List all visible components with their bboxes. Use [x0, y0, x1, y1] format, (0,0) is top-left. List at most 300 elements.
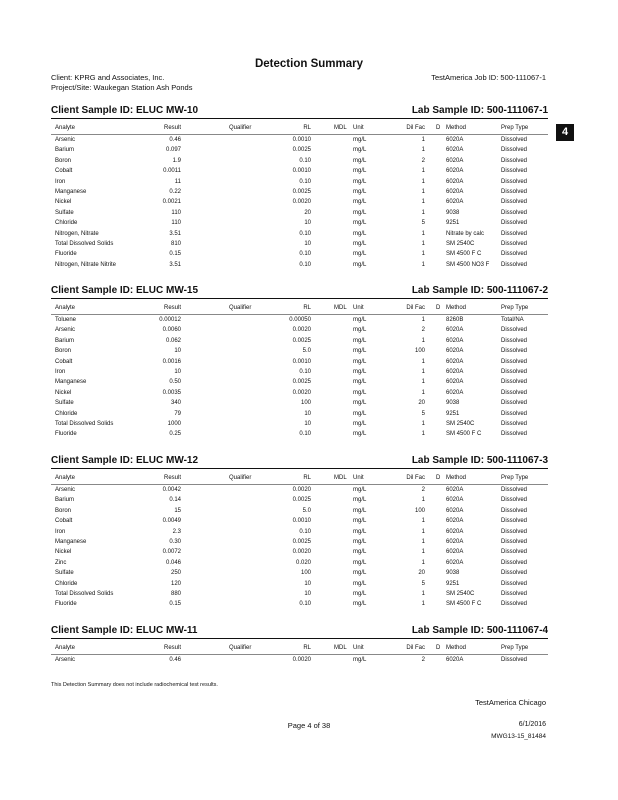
table-row	[51, 166, 548, 176]
cell-dil-fac: 1	[421, 421, 425, 427]
cell-dil-fac: 1	[421, 168, 425, 175]
cell-dil-fac: 1	[421, 178, 425, 185]
column-header-rl: RL	[303, 125, 311, 131]
cell-result: 1000	[167, 421, 181, 427]
cell-unit: mg/L	[353, 348, 367, 355]
cell-prep-type: Dissolved	[501, 570, 528, 577]
table-row	[51, 589, 548, 599]
cell-method: SM 4500 F C	[446, 601, 482, 608]
cell-rl: 0.0025	[292, 539, 311, 545]
column-header-method: Method	[446, 125, 467, 131]
column-header-analyte: Analyte	[55, 305, 76, 311]
cell-prep-type: Dissolved	[501, 168, 528, 175]
column-header-rl: RL	[303, 305, 311, 311]
cell-prep-type: Dissolved	[501, 178, 528, 185]
cell-analyte: Chloride	[55, 580, 78, 587]
cell-method: 9251	[446, 220, 460, 227]
column-header-d: D	[436, 305, 441, 311]
cell-rl: 0.0010	[292, 358, 311, 365]
table-row	[51, 558, 548, 568]
cell-method: SM 4500 F C	[446, 251, 482, 258]
cell-rl: 0.0010	[292, 518, 311, 525]
cell-analyte: Nickel	[55, 389, 72, 396]
column-header-mdl: MDL	[334, 125, 347, 131]
cell-method: 6020A	[446, 528, 464, 535]
column-header-rl: RL	[303, 645, 311, 651]
report-date: 6/1/2016	[518, 721, 546, 728]
cell-analyte: Total Dissolved Solids	[55, 591, 114, 597]
table-row	[51, 156, 548, 166]
cell-method: 8260B	[446, 317, 464, 323]
cell-result: 110	[171, 209, 181, 216]
cell-result: 0.0016	[162, 358, 181, 365]
cell-unit: mg/L	[353, 497, 367, 504]
cell-rl: 10	[304, 241, 311, 247]
table-row	[51, 568, 548, 578]
cell-analyte: Manganese	[55, 189, 87, 195]
cell-method: 9251	[446, 410, 460, 417]
client-sample-id: Client Sample ID: ELUC MW-12	[51, 455, 199, 466]
cell-dil-fac: 2	[421, 327, 425, 334]
cell-rl: 100	[300, 400, 311, 407]
cell-result: 810	[170, 241, 181, 247]
cell-result: 3.51	[169, 230, 181, 237]
footnote: This Detection Summary does not include radiochemical test results.	[51, 682, 218, 688]
column-header-unit: Unit	[353, 475, 364, 481]
cell-rl: 0.10	[299, 601, 311, 608]
cell-unit: mg/L	[353, 189, 367, 195]
table-row	[51, 229, 548, 239]
column-header-dil-fac: Dil Fac	[406, 475, 425, 481]
cell-prep-type: Dissolved	[501, 580, 528, 587]
cell-dil-fac: 1	[421, 379, 425, 386]
cell-unit: mg/L	[353, 400, 367, 407]
cell-prep-type: Dissolved	[501, 528, 528, 535]
column-header-method: Method	[446, 475, 467, 481]
column-header-analyte: Analyte	[55, 475, 76, 481]
lab-name: TestAmerica Chicago	[475, 698, 546, 707]
cell-rl: 0.10	[299, 157, 311, 164]
column-header-result: Result	[163, 125, 181, 131]
cell-prep-type: Dissolved	[501, 261, 528, 268]
cell-analyte: Iron	[55, 178, 66, 185]
cell-prep-type: Dissolved	[501, 230, 528, 237]
cell-prep-type: Dissolved	[501, 421, 528, 427]
cell-prep-type: Dissolved	[501, 400, 528, 407]
cell-prep-type: Dissolved	[501, 358, 528, 365]
column-header-rl: RL	[303, 475, 311, 481]
cell-analyte: Nickel	[55, 549, 72, 556]
cell-rl: 0.0020	[292, 549, 311, 556]
cell-rl: 5.0	[302, 507, 311, 514]
cell-result: 110	[171, 220, 181, 227]
column-header-row	[51, 125, 548, 135]
column-header-qualifier: Qualifier	[229, 125, 252, 131]
cell-dil-fac: 1	[421, 497, 425, 504]
cell-analyte: Boron	[55, 507, 72, 514]
document-code: MWG13-15_81484	[491, 733, 546, 740]
cell-unit: mg/L	[353, 337, 367, 344]
cell-result: 340	[170, 400, 181, 407]
column-header-dil-fac: Dil Fac	[406, 305, 425, 311]
sample-section-header	[51, 455, 548, 469]
table-row	[51, 409, 548, 419]
cell-result: 0.062	[165, 337, 181, 344]
cell-prep-type: Dissolved	[501, 220, 528, 227]
cell-dil-fac: 1	[421, 601, 425, 608]
cell-prep-type: Dissolved	[501, 379, 528, 386]
section-tab-marker: 4	[556, 124, 574, 141]
column-header-dil-fac: Dil Fac	[406, 125, 425, 131]
cell-result: 0.15	[169, 251, 181, 258]
cell-dil-fac: 1	[421, 549, 425, 556]
table-row	[51, 388, 548, 398]
job-id: TestAmerica Job ID: 500-111067-1	[431, 73, 546, 82]
cell-dil-fac: 20	[418, 570, 425, 577]
table-row	[51, 218, 548, 228]
cell-analyte: Cobalt	[55, 358, 73, 365]
cell-unit: mg/L	[353, 358, 367, 365]
cell-dil-fac: 1	[421, 209, 425, 216]
cell-unit: mg/L	[353, 559, 367, 566]
cell-analyte: Arsenic	[55, 137, 76, 143]
cell-dil-fac: 2	[421, 487, 425, 493]
column-header-analyte: Analyte	[55, 125, 76, 131]
cell-analyte: Nickel	[55, 199, 72, 206]
page-title: Detection Summary	[254, 58, 363, 70]
cell-method: 6020A	[446, 507, 464, 514]
cell-method: 6020A	[446, 137, 464, 143]
column-header-qualifier: Qualifier	[229, 645, 252, 651]
cell-unit: mg/L	[353, 410, 367, 417]
cell-unit: mg/L	[353, 241, 367, 247]
cell-method: 9038	[446, 400, 460, 407]
cell-method: 6020A	[446, 337, 464, 344]
cell-method: 6020A	[446, 379, 464, 386]
cell-result: 0.46	[169, 657, 181, 663]
cell-prep-type: Dissolved	[501, 657, 528, 663]
cell-analyte: Chloride	[55, 410, 78, 417]
table-row	[51, 357, 548, 367]
cell-rl: 0.020	[295, 559, 311, 566]
cell-dil-fac: 1	[421, 369, 425, 375]
cell-unit: mg/L	[353, 379, 367, 386]
column-header-unit: Unit	[353, 305, 364, 311]
cell-dil-fac: 100	[414, 507, 425, 514]
client-sample-id: Client Sample ID: ELUC MW-11	[51, 625, 198, 636]
cell-unit: mg/L	[353, 549, 367, 556]
cell-method: Nitrate by calc	[446, 230, 485, 237]
cell-unit: mg/L	[353, 230, 367, 237]
cell-rl: 0.0020	[292, 199, 311, 206]
cell-analyte: Iron	[55, 369, 66, 375]
table-row	[51, 537, 548, 547]
column-header-prep-type: Prep Type	[501, 475, 529, 481]
table-row	[51, 177, 548, 187]
cell-result: 1.9	[172, 157, 181, 164]
cell-unit: mg/L	[353, 570, 367, 577]
cell-prep-type: Dissolved	[501, 487, 528, 493]
cell-result: 0.30	[169, 539, 181, 545]
lab-sample-id: Lab Sample ID: 500-111067-4	[411, 625, 548, 636]
table-row	[51, 260, 548, 270]
cell-unit: mg/L	[353, 178, 367, 185]
cell-method: 9038	[446, 570, 460, 577]
table-row	[51, 336, 548, 346]
cell-analyte: Fluoride	[55, 601, 77, 608]
cell-dil-fac: 1	[421, 358, 425, 365]
cell-analyte: Cobalt	[55, 518, 73, 525]
cell-analyte: Fluoride	[55, 431, 77, 438]
cell-analyte: Arsenic	[55, 487, 76, 493]
cell-method: 6020A	[446, 518, 464, 525]
column-header-unit: Unit	[353, 125, 364, 131]
cell-method: 6020A	[446, 358, 464, 365]
client-sample-id: Client Sample ID: ELUC MW-15	[51, 285, 199, 296]
cell-dil-fac: 1	[421, 539, 425, 545]
cell-method: 9251	[446, 580, 460, 587]
cell-prep-type: Dissolved	[501, 539, 528, 545]
cell-rl: 10	[304, 580, 311, 587]
cell-rl: 10	[304, 591, 311, 597]
cell-method: 6020A	[446, 487, 464, 493]
cell-method: 6020A	[446, 157, 464, 164]
cell-dil-fac: 1	[421, 199, 425, 206]
cell-rl: 0.0025	[292, 337, 311, 344]
cell-method: 6020A	[446, 559, 464, 566]
cell-analyte: Arsenic	[55, 657, 76, 663]
table-row	[51, 187, 548, 197]
cell-rl: 0.0025	[292, 379, 311, 386]
table-row	[51, 419, 548, 429]
cell-result: 10	[174, 369, 181, 375]
cell-rl: 0.10	[299, 251, 311, 258]
cell-dil-fac: 1	[421, 591, 425, 597]
cell-analyte: Manganese	[55, 539, 87, 545]
cell-analyte: Cobalt	[55, 168, 73, 175]
cell-rl: 0.0010	[292, 168, 311, 175]
cell-analyte: Nitrogen, Nitrate Nitrite	[55, 261, 117, 268]
cell-dil-fac: 5	[421, 580, 425, 587]
cell-method: SM 4500 F C	[446, 431, 482, 438]
cell-method: 6020A	[446, 657, 464, 663]
cell-method: 6020A	[446, 327, 464, 334]
column-header-qualifier: Qualifier	[229, 475, 252, 481]
cell-analyte: Total Dissolved Solids	[55, 421, 114, 427]
table-row	[51, 398, 548, 408]
column-header-method: Method	[446, 645, 467, 651]
column-header-result: Result	[163, 645, 181, 651]
cell-dil-fac: 1	[421, 518, 425, 525]
cell-result: 0.046	[165, 559, 181, 566]
cell-unit: mg/L	[353, 220, 367, 227]
column-header-qualifier: Qualifier	[229, 305, 252, 311]
cell-rl: 5.0	[302, 348, 311, 355]
cell-prep-type: Dissolved	[501, 518, 528, 525]
cell-unit: mg/L	[353, 421, 367, 427]
cell-result: 0.50	[169, 379, 181, 386]
cell-rl: 0.10	[299, 261, 311, 268]
cell-unit: mg/L	[353, 251, 367, 258]
table-row	[51, 506, 548, 516]
cell-dil-fac: 1	[421, 189, 425, 195]
table-row	[51, 346, 548, 356]
cell-method: 6020A	[446, 348, 464, 355]
cell-result: 120	[170, 580, 181, 587]
table-row	[51, 135, 548, 145]
cell-unit: mg/L	[353, 528, 367, 535]
cell-result: 0.0042	[162, 487, 181, 493]
cell-dil-fac: 2	[421, 157, 425, 164]
cell-unit: mg/L	[353, 157, 367, 164]
cell-dil-fac: 2	[421, 657, 425, 663]
cell-result: 0.0021	[162, 199, 181, 206]
table-row	[51, 547, 548, 557]
cell-analyte: Boron	[55, 348, 72, 355]
column-header-prep-type: Prep Type	[501, 645, 529, 651]
cell-analyte: Barium	[55, 147, 75, 154]
cell-rl: 0.10	[299, 528, 311, 535]
table-row	[51, 527, 548, 537]
cell-prep-type: Dissolved	[501, 199, 528, 206]
column-header-prep-type: Prep Type	[501, 125, 529, 131]
column-header-row	[51, 645, 548, 655]
cell-dil-fac: 1	[421, 431, 425, 438]
cell-method: SM 2540C	[446, 241, 475, 247]
sample-section-header	[51, 625, 548, 639]
cell-unit: mg/L	[353, 199, 367, 206]
cell-result: 3.51	[169, 261, 181, 268]
cell-analyte: Boron	[55, 157, 72, 164]
cell-dil-fac: 1	[421, 559, 425, 566]
column-header-d: D	[436, 125, 441, 131]
cell-unit: mg/L	[353, 389, 367, 396]
cell-unit: mg/L	[353, 431, 367, 438]
cell-analyte: Zinc	[55, 559, 67, 566]
cell-unit: mg/L	[353, 507, 367, 514]
column-header-mdl: MDL	[334, 475, 347, 481]
cell-rl: 10	[304, 220, 311, 227]
cell-method: 6020A	[446, 147, 464, 154]
cell-method: 6020A	[446, 389, 464, 396]
cell-result: 0.46	[169, 137, 181, 143]
cell-dil-fac: 20	[418, 400, 425, 407]
cell-unit: mg/L	[353, 369, 367, 375]
cell-prep-type: Dissolved	[501, 591, 528, 597]
cell-prep-type: Dissolved	[501, 157, 528, 164]
table-row	[51, 377, 548, 387]
project-line: Project/Site: Waukegan Station Ash Ponds	[51, 83, 193, 92]
column-header-row	[51, 475, 548, 485]
table-row	[51, 249, 548, 259]
cell-unit: mg/L	[353, 209, 367, 216]
cell-unit: mg/L	[353, 317, 367, 323]
cell-result: 10	[174, 348, 181, 355]
table-row	[51, 429, 548, 439]
cell-rl: 0.10	[299, 178, 311, 185]
cell-prep-type: Dissolved	[501, 327, 528, 334]
cell-result: 0.0011	[163, 168, 181, 175]
cell-dil-fac: 1	[421, 230, 425, 237]
column-header-result: Result	[163, 305, 181, 311]
cell-unit: mg/L	[353, 657, 367, 663]
cell-prep-type: Dissolved	[501, 559, 528, 566]
cell-dil-fac: 1	[421, 241, 425, 247]
table-row	[51, 367, 548, 377]
cell-method: 6020A	[446, 189, 464, 195]
table-row	[51, 208, 548, 218]
cell-analyte: Nitrogen, Nitrate	[55, 230, 99, 237]
cell-prep-type: Dissolved	[501, 601, 528, 608]
table-row	[51, 325, 548, 335]
column-header-row	[51, 305, 548, 315]
cell-method: 6020A	[446, 199, 464, 206]
table-row	[51, 485, 548, 495]
cell-dil-fac: 1	[421, 137, 425, 143]
cell-result: 880	[170, 591, 181, 597]
cell-dil-fac: 1	[421, 389, 425, 396]
cell-unit: mg/L	[353, 539, 367, 545]
cell-prep-type: Dissolved	[501, 410, 528, 417]
cell-prep-type: Dissolved	[501, 251, 528, 258]
cell-dil-fac: 1	[421, 337, 425, 344]
column-header-d: D	[436, 475, 441, 481]
cell-method: SM 2540C	[446, 591, 475, 597]
cell-dil-fac: 5	[421, 220, 425, 227]
column-header-mdl: MDL	[334, 305, 347, 311]
cell-analyte: Barium	[55, 337, 75, 344]
cell-method: 6020A	[446, 178, 464, 185]
cell-prep-type: Total/NA	[501, 317, 524, 323]
lab-sample-id: Lab Sample ID: 500-111067-2	[411, 285, 548, 296]
cell-analyte: Chloride	[55, 220, 78, 227]
cell-method: 6020A	[446, 549, 464, 556]
cell-prep-type: Dissolved	[501, 209, 528, 216]
cell-method: 9038	[446, 209, 460, 216]
cell-unit: mg/L	[353, 487, 367, 493]
table-row	[51, 655, 548, 665]
cell-unit: mg/L	[353, 580, 367, 587]
cell-rl: 10	[304, 410, 311, 417]
cell-dil-fac: 1	[421, 317, 425, 323]
sample-section-header	[51, 105, 548, 119]
cell-result: 0.0060	[162, 327, 181, 334]
cell-rl: 0.10	[299, 369, 311, 375]
table-row	[51, 197, 548, 207]
column-header-dil-fac: Dil Fac	[406, 645, 425, 651]
cell-prep-type: Dissolved	[501, 337, 528, 344]
cell-dil-fac: 1	[421, 251, 425, 258]
cell-prep-type: Dissolved	[501, 137, 528, 143]
cell-prep-type: Dissolved	[501, 241, 528, 247]
cell-result: 0.00012	[159, 317, 181, 323]
table-row	[51, 239, 548, 249]
cell-result: 11	[174, 178, 181, 185]
client-sample-id: Client Sample ID: ELUC MW-10	[51, 105, 199, 116]
cell-prep-type: Dissolved	[501, 431, 528, 438]
cell-dil-fac: 1	[421, 261, 425, 268]
column-header-analyte: Analyte	[55, 645, 76, 651]
cell-method: 6020A	[446, 497, 464, 504]
column-header-method: Method	[446, 305, 467, 311]
cell-unit: mg/L	[353, 327, 367, 334]
cell-prep-type: Dissolved	[501, 348, 528, 355]
cell-prep-type: Dissolved	[501, 497, 528, 504]
cell-analyte: Fluoride	[55, 251, 77, 258]
cell-dil-fac: 100	[414, 348, 425, 355]
column-header-prep-type: Prep Type	[501, 305, 529, 311]
cell-method: SM 2540C	[446, 421, 475, 427]
